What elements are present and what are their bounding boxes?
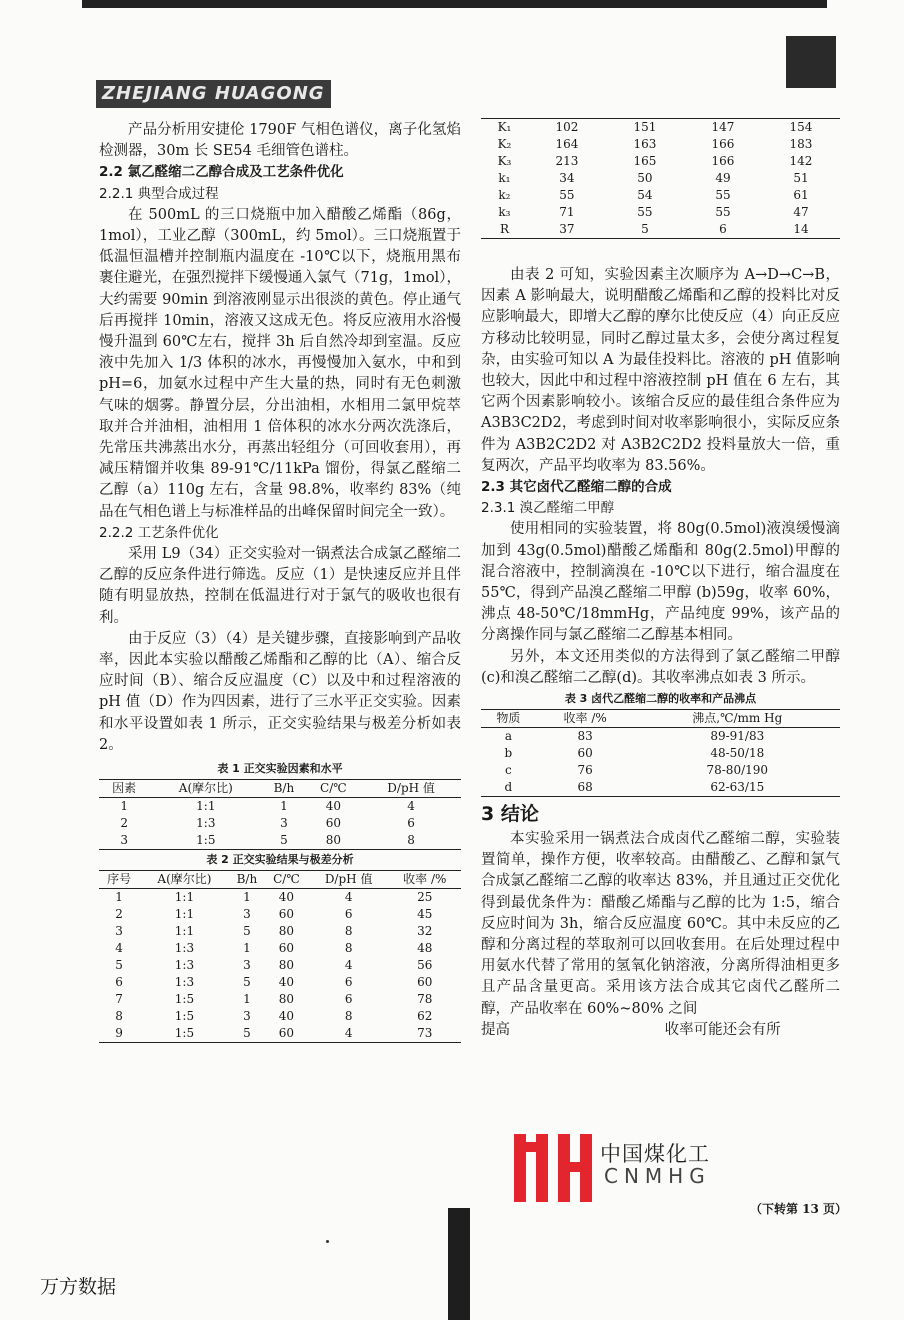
table-cell: 83: [577, 729, 593, 744]
table-cell: 3: [243, 958, 251, 973]
table-row: [99, 974, 461, 991]
table-cell: 54: [637, 188, 653, 202]
table-cell: 89-91/83: [710, 729, 765, 744]
table-cell: 56: [417, 958, 433, 973]
table-cell: 3: [280, 816, 288, 831]
table-cell: 25: [417, 890, 433, 905]
table-cell: 8: [407, 833, 415, 848]
table-row: [99, 815, 461, 832]
table-cell: 8: [115, 1009, 123, 1024]
table-cell: 1:5: [196, 833, 216, 848]
table2-header: C/℃: [273, 872, 300, 887]
table-cell: 48: [417, 941, 433, 956]
table-cell: 48-50/18: [710, 746, 765, 761]
table-cell: 4: [407, 799, 415, 814]
table1-header: A(摩尔比): [178, 781, 233, 796]
table-cell: 5: [115, 958, 123, 973]
table2-header: 序号: [107, 872, 132, 887]
table-row: [481, 204, 840, 221]
table-cell: 6: [407, 816, 415, 831]
table-row: [99, 798, 461, 816]
table-cell: 76: [577, 763, 593, 778]
scan-dot: [326, 1240, 329, 1243]
paragraph-other: 另外，本文还用类似的方法得到了氯乙醛缩二甲醇(c)和溴乙醛缩二乙醇(d)。其收率沸点如表 3 所示。: [481, 648, 840, 686]
table-row: [481, 170, 840, 187]
table3-header: 沸点,℃/mm Hg: [692, 711, 783, 726]
table-cell: 55: [715, 188, 731, 202]
table-cell: 2: [115, 907, 123, 922]
table-cell: 47: [793, 205, 809, 219]
table2-header: D/pH 值: [324, 872, 373, 887]
table-row: [481, 221, 840, 239]
table-cell: 1: [243, 890, 251, 905]
watermark-cn: 中国煤化工: [600, 1142, 710, 1166]
table-cell: 1:3: [174, 958, 195, 973]
table-cell: 1: [243, 992, 251, 1007]
paragraph-optimization-2: 由于反应（3）（4）是关键步骤，直接影响到产品收率，因此本实验以醋酸乙烯酯和乙醇的比（A）、缩合反应时间（B）、缩合反应温度（C）以及中和过程溶液的 pH 值（D）作为四因素，进行了三水平正交实验。因素和水平设置如表 1 所示，正交实验结果与极差分析如表 2。: [99, 630, 461, 753]
table-cell: 60: [278, 1026, 295, 1041]
paragraph-bromo: 使用相同的实验装置，将 80g(0.5mol)液溴缓慢滴加到 43g(0.5mol)醋酸乙烯酯和 80g(2.5mol)甲醇的混合溶液中，控制滴溴在 -10℃以下进行，缩合温度在 55℃，得到产品溴乙醛缩二甲醇 (b)59g，收率 60%，沸点 48-50℃/18mmHg，产品纯度 99%，该产品的分离操作同与氯乙醛缩二乙醇基本相同。: [481, 521, 840, 644]
paragraph-analysis: 产品分析用安捷伦 1790F 气相色谱仪，离子化氢焰检测器，30m 长 SE54 毛细管色谱柱。: [99, 122, 461, 160]
table1-header: B/h: [273, 781, 295, 796]
table-cell: 1: [115, 890, 123, 905]
table-row: [99, 940, 461, 957]
table-cell: 1:5: [174, 1026, 195, 1041]
table-cell: 4: [115, 941, 123, 956]
journal-banner: ZHEJIANG HUAGONG: [96, 80, 331, 108]
table-cell: 5: [243, 975, 251, 990]
table-cell: 55: [637, 205, 653, 219]
table-cell: k₃: [498, 205, 511, 219]
heading-2-2: 2.2 氯乙醛缩二乙醇合成及工艺条件优化: [99, 164, 344, 181]
table-cell: 6: [344, 907, 353, 922]
paragraph-optimization-1: 采用 L9（34）正交实验对一锅煮法合成氯乙醛缩二乙醇的反应条件进行筛选。反应（1）是快速反应并且伴随有明显放热，控制在低温进行对于氯气的吸收也很有利。: [99, 546, 461, 626]
table-row: [99, 889, 461, 907]
table-cell: 6: [344, 975, 353, 990]
table3: [481, 709, 840, 797]
table-cell: 40: [278, 975, 295, 990]
table-cell: 154: [789, 120, 813, 134]
table-cell: 6: [115, 975, 123, 990]
table-row: [481, 119, 840, 137]
table2: [99, 870, 461, 1043]
table-cell: 4: [344, 958, 353, 973]
table-cell: R: [499, 222, 509, 236]
table-cell: 213: [555, 154, 579, 168]
conclusion-tail-a: 提高: [481, 1021, 510, 1038]
table-cell: k₂: [498, 188, 511, 202]
table1-header: C/℃: [320, 781, 347, 796]
table-row: [481, 745, 840, 762]
table-cell: k₁: [498, 171, 511, 185]
paragraph-synthesis: 在 500mL 的三口烧瓶中加入醋酸乙烯酯（86g，1mol），工业乙醇（300mL，约 5mol）。三口烧瓶置于低温恒温槽并控制瓶内温度在 -10℃以下，烧瓶用黑布裹住避光，在强烈搅拌下缓慢通入氯气（71g，1mol），大约需要 90min 到溶液刚显示出很淡的黄色。停止通气后再搅拌 10min，溶液又这成无色。将反应液用水浴慢慢升温到 60℃左右，搅拌 3h 后自然冷却到室温。反应液中先加入 1/3 体积的冰水，再慢慢加入氨水，中和到 pH=6，加氨水过程中产生大量的热，同时有无色刺激气味的烟雾。静置分层，分出油相，水相用二氯甲烷萃取并合并油相，油相用 1 倍体积的冰水分两次洗涤后，先常压共沸蒸出水分，再蒸出轻组分（可回收套用），再减压精馏并收集 89-91℃/11kPa 馏份，得氯乙醛缩二乙醇（a）110g 左右，含量 98.8%，收率约 83%（纯品在气相色谱上与标准样品的出峰保留时间完全一致）。: [99, 206, 461, 520]
table-cell: K₃: [497, 154, 512, 168]
table-cell: 55: [559, 188, 575, 202]
table-cell: 60: [417, 975, 433, 990]
table-row: [99, 1025, 461, 1043]
continuation-note: （下转第 13 页）: [750, 1202, 848, 1216]
table1: [99, 779, 461, 850]
table-row: [99, 832, 461, 850]
table-cell: 1:1: [196, 799, 216, 814]
table-cell: 3: [115, 924, 123, 939]
table-cell: 71: [559, 205, 575, 219]
table-row: [99, 906, 461, 923]
table3-caption: 表 3 卤代乙醛缩二醇的收率和产品沸点: [564, 692, 757, 706]
table-cell: 1: [243, 941, 251, 956]
right-column: [481, 265, 840, 1041]
table2-header: B/h: [236, 872, 258, 887]
table-cell: 6: [719, 222, 727, 236]
table-cell: 147: [711, 120, 735, 134]
table-row: [99, 923, 461, 940]
paragraph-conclusion-tail: [481, 1020, 840, 1041]
heading-2-3-1: 2.3.1 溴乙醛缩二甲醇: [481, 500, 615, 517]
table-cell: 60: [278, 941, 295, 956]
table-cell: 164: [555, 137, 579, 151]
table-cell: 3: [120, 833, 128, 848]
table1-header: 因素: [112, 781, 137, 796]
table-cell: 34: [559, 171, 575, 185]
table-row: [481, 153, 840, 170]
table-cell: 4: [344, 1026, 353, 1041]
table-cell: 166: [711, 137, 735, 151]
table-cell: 1:1: [174, 924, 195, 939]
heading-2-2-1: 2.2.1 典型合成过程: [99, 185, 219, 202]
table-cell: 183: [789, 137, 813, 151]
table-row: [99, 1008, 461, 1025]
cnmhg-logo-icon: [514, 1134, 594, 1202]
table-row: [481, 187, 840, 204]
table-row: [99, 957, 461, 974]
table-cell: 40: [278, 890, 295, 905]
table-cell: 1:3: [174, 941, 195, 956]
table-cell: 1:5: [174, 992, 195, 1007]
table-cell: 102: [555, 120, 579, 134]
paragraph-conclusion: 本实验采用一锅煮法合成卤代乙醛缩二醇，实验装置简单，操作方便，收率较高。由醋酸乙、乙醇和氯气合成氯乙醛缩二乙醇的收率达 83%，并且通过正交优化得到最优条件为：醋酸乙烯酯与乙醇的比为 1:5，缩合反应时间为 3h，缩合反应温度 60℃。其中未反应的乙醇和分离过程的萃取剂可以回收套用。在后处理过程中用氨水代替了常用的氢氧化钠溶液，分离所得油相更多且产品含量更高。采用该方法合成其它卤代乙醛所二醇，产品收率在 60%~80% 之间: [481, 831, 840, 1017]
table-cell: K₁: [497, 120, 512, 134]
table-cell: 6: [344, 992, 353, 1007]
table-cell: 163: [633, 137, 657, 151]
table-cell: 50: [637, 171, 653, 185]
table-cell: 7: [115, 992, 123, 1007]
table-cell: 40: [325, 799, 341, 814]
table-cell: 73: [417, 1026, 433, 1041]
table-cell: 151: [633, 120, 657, 134]
conclusion-tail-b: 收率可能还会有所: [664, 1021, 781, 1038]
table-cell: 32: [417, 924, 433, 939]
table-cell: 80: [278, 924, 295, 939]
table-cell: 49: [715, 171, 731, 185]
table-cell: 3: [243, 907, 251, 922]
table-cell: 8: [344, 924, 353, 939]
table-cell: 5: [280, 833, 288, 848]
table-cell: b: [504, 746, 513, 761]
watermark-en: CNMHG: [604, 1164, 711, 1188]
table-cell: 1:1: [174, 907, 195, 922]
table-row: [481, 779, 840, 797]
heading-2-2-2: 2.2.2 工艺条件优化: [99, 524, 219, 541]
table-cell: 3: [243, 1009, 251, 1024]
table2-caption: 表 2 正交实验结果与极差分析: [206, 853, 354, 867]
table3-header: 物质: [496, 711, 521, 726]
table-cell: 14: [793, 222, 809, 236]
table-cell: 78: [417, 992, 433, 1007]
table2-continuation: [481, 118, 840, 239]
table-row: [481, 762, 840, 779]
footer-source: 万方数据: [40, 1276, 117, 1298]
table-cell: d: [504, 780, 513, 795]
table-cell: a: [504, 729, 512, 744]
table-cell: 62: [417, 1009, 433, 1024]
table-cell: 60: [278, 907, 295, 922]
table-cell: 61: [793, 188, 809, 202]
scan-artifact: [448, 1208, 470, 1320]
table2-header: 收率 /%: [403, 872, 447, 887]
table-cell: 1: [280, 799, 288, 814]
table-cell: 60: [577, 746, 593, 761]
table-cell: 80: [278, 958, 295, 973]
table-cell: 1:1: [174, 890, 195, 905]
table-cell: 1:3: [196, 816, 216, 831]
table-cell: 55: [715, 205, 731, 219]
table1-caption: 表 1 正交实验因素和水平: [217, 762, 343, 776]
table-cell: 80: [325, 833, 341, 848]
table-cell: 45: [417, 907, 433, 922]
heading-3-conclusion: 3 结论: [481, 803, 539, 826]
table2-cont-table: [481, 118, 840, 239]
table-cell: 1: [120, 799, 128, 814]
corner-block: [786, 36, 836, 88]
table-cell: 78-80/190: [706, 763, 769, 778]
table-cell: 40: [278, 1009, 295, 1024]
table-cell: 9: [115, 1026, 123, 1041]
table-cell: 165: [633, 154, 657, 168]
paragraph-analysis-2: 由表 2 可知，实验因素主次顺序为 A→D→C→B，因素 A 影响最大，说明醋酸乙烯酯和乙醇的投料比对反应影响最大，即增大乙醇的摩尔比使反应（4）向正反应方移动比较明显，同时乙醇过量太多，会使分离过程复杂，由实验可知以 A 为最佳投料比。溶液的 pH 值影响也较大，因此中和过程中溶液控制 pH 值在 6 左右，其它两个因素影响较小。该缩合反应的最佳组合条件应为 A3B3C2D2，考虑到时间对收率影响很小，实际反应条件为 A3B2C2D2 对 A3B2C2D2 投料量放大一倍，重复两次，产品平均收率为 83.56%。: [481, 267, 840, 474]
table-cell: c: [505, 763, 512, 778]
table-cell: 5: [641, 222, 649, 236]
table-row: [99, 991, 461, 1008]
table-cell: 2: [120, 816, 128, 831]
table-row: [481, 728, 840, 746]
table-cell: 4: [344, 890, 353, 905]
table-cell: 142: [789, 154, 813, 168]
table-cell: 37: [559, 222, 575, 236]
table-cell: 1:5: [174, 1009, 195, 1024]
table-cell: 8: [344, 941, 353, 956]
table-cell: 68: [577, 780, 593, 795]
table-cell: 60: [325, 816, 341, 831]
table3-header: 收率 /%: [563, 711, 607, 726]
left-column: [99, 120, 461, 1043]
table2-header: A(摩尔比): [157, 872, 212, 887]
table-cell: K₂: [497, 137, 512, 151]
table-cell: 8: [344, 1009, 353, 1024]
table-cell: 5: [243, 1026, 251, 1041]
top-border-bar: [82, 0, 827, 8]
table-cell: 62-63/15: [710, 780, 765, 795]
table-cell: 80: [278, 992, 295, 1007]
table-row: [481, 136, 840, 153]
table1-header: D/pH 值: [387, 781, 435, 796]
table-cell: 5: [243, 924, 251, 939]
table-cell: 1:3: [174, 975, 195, 990]
table-cell: 51: [793, 171, 809, 185]
heading-2-3: 2.3 其它卤代乙醛缩二醇的合成: [481, 479, 672, 496]
table-cell: 166: [711, 154, 735, 168]
